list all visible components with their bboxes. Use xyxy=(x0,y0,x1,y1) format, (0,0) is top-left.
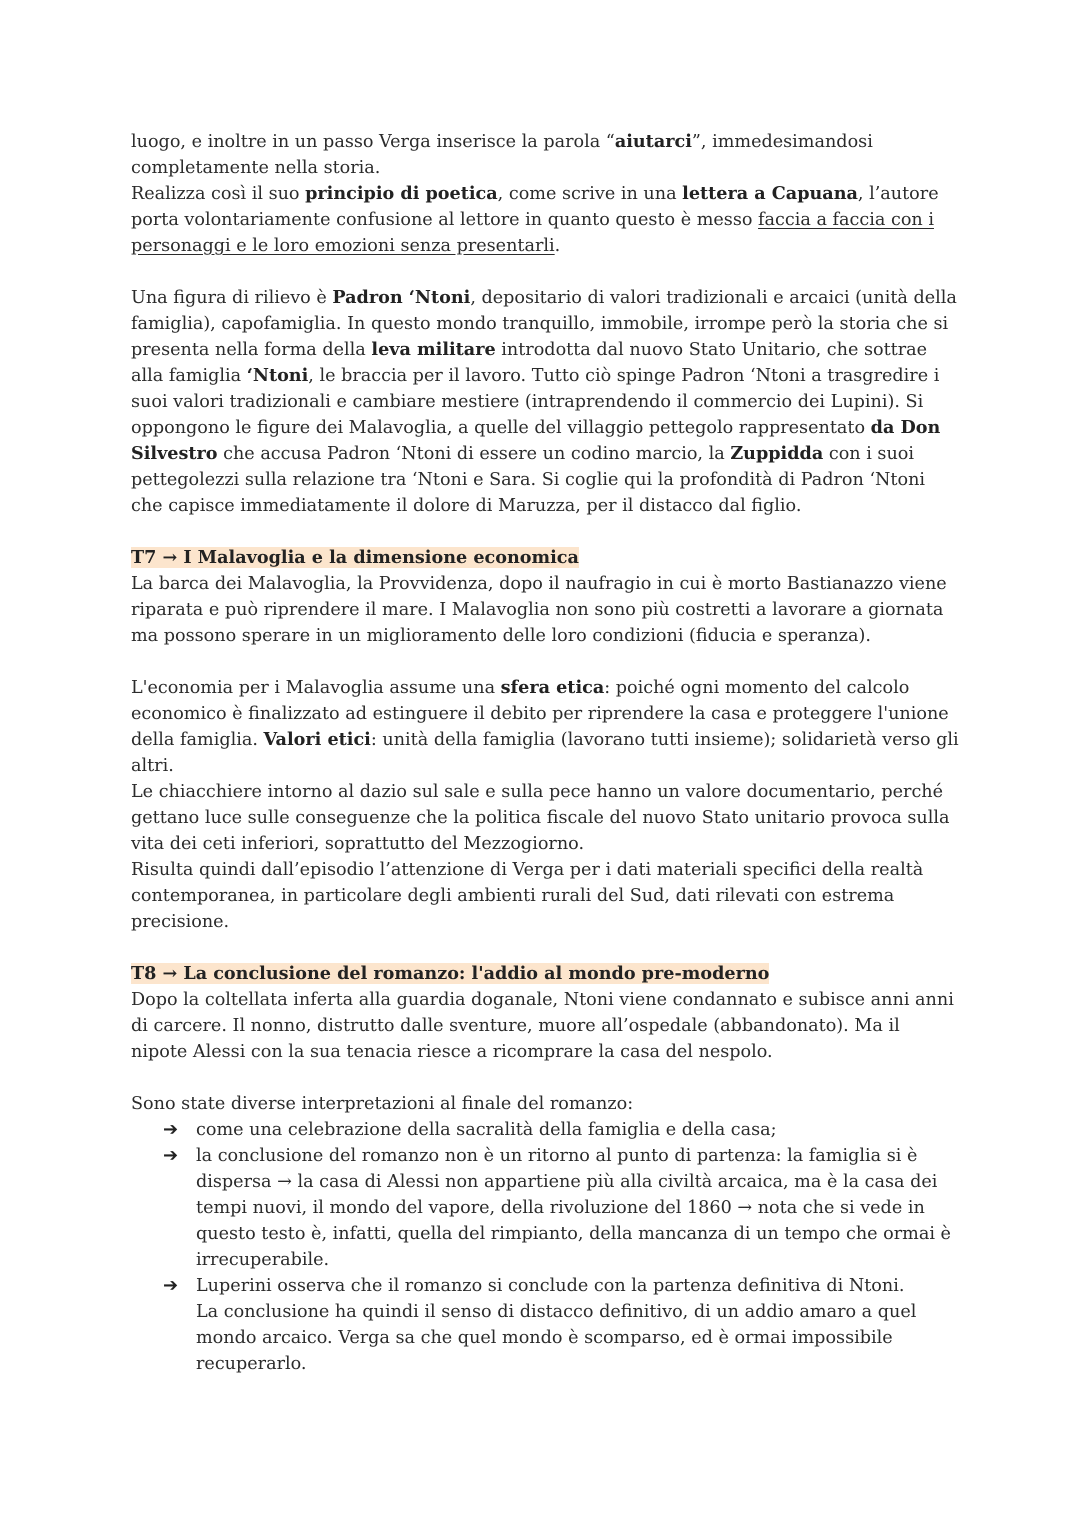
arrow-icon: ➔ xyxy=(163,1275,179,1296)
keyword-padron-ntoni: Padron ‘Ntoni xyxy=(332,287,471,308)
t7-paragraph-4: Risulta quindi dall’episodio l’attenzione di Verga per i dati materiali specifici della realtà contemporanea, in particolare degli ambienti rurali del Sud, dati rilevati con estrema precisione. xyxy=(131,860,924,932)
padron-ntoni-paragraph: Una figura di rilievo è Padron ‘Ntoni, depositario di valori tradizionali e arcaici (unità della famiglia), capofamiglia. In questo mondo tranquillo, immobile, irrompe però la storia che si presenta nella forma della leva militare introdotta dal nuovo Stato Unitario, che sottrae alla famiglia ‘Ntoni, le braccia per il lavoro. Tutto ciò spinge Padron ‘Ntoni a trasgredire i suoi valori tradizionali e cambiare mestiere (intraprendendo il commercio dei Lupini). Si oppongono le figure dei Malavoglia, a quelle del villaggio pettegolo rappresentato da Don Silvestro che accusa Padron ‘Ntoni di essere un codino marcio, la Zuppidda con i suoi pettegolezzi sulla relazione tra ‘Ntoni e Sara. Si coglie qui la profondità di Padron ‘Ntoni che capisce immediatamente il dolore di Maruzza, per il distacco dal figlio. xyxy=(131,287,957,516)
t7-heading: T7 → I Malavoglia e la dimensione economica xyxy=(131,547,579,568)
keyword-sfera-etica: sfera etica xyxy=(500,677,605,698)
t8-paragraph-1: Dopo la coltellata inferta alla guardia doganale, Ntoni viene condannato e subisce anni anni di carcere. Il nonno, distrutto dalle sventure, muore all’ospedale (abbandonato). Ma il nipote Alessi con la sua tenacia riesce a ricomprare la casa del nespolo. xyxy=(131,990,954,1062)
keyword-aiutarci: aiutarci xyxy=(614,131,692,152)
t7-heading-line xyxy=(131,545,961,571)
list-item: ➔ la conclusione del romanzo non è un ritorno al punto di partenza: la famiglia si è dispersa → la casa di Alessi non appartiene più alla civiltà arcaica, ma è la casa dei tempi nuovi, il mondo del vapore, della rivoluzione del 1860 → nota che si vede in questo testo è, infatti, quella del rimpianto, della mancanza di un tempo che ormai è irrecuperabile. xyxy=(163,1145,951,1270)
list-item: ➔ Luperini osserva che il romanzo si conclude con la partenza definitiva di Ntoni. La conclusione ha quindi il senso di distacco definitivo, di un addio amaro a quel mondo arcaico. Verga sa che quel mondo è scomparso, ed è ormai impossibile recuperarlo. xyxy=(163,1275,917,1374)
intro-paragraph-1: luogo, e inoltre in un passo Verga inserisce la parola “aiutarci”, immedesimandosi completamente nella storia. xyxy=(131,131,873,178)
t7-paragraph-1: La barca dei Malavoglia, la Provvidenza, dopo il naufragio in cui è morto Bastianazzo viene riparata e può riprendere il mare. I Malavoglia non sono più costretti a lavorare a giornata ma possono sperare in un miglioramento delle loro condizioni (fiducia e speranza). xyxy=(131,574,947,646)
keyword-ntoni: ‘Ntoni xyxy=(246,365,309,386)
underlined-phrase: faccia a faccia con i personaggi e le loro emozioni senza presentarli xyxy=(131,210,934,256)
t8-heading-line xyxy=(131,961,961,987)
t8-heading: T8 → La conclusione del romanzo: l'addio al mondo pre-moderno xyxy=(131,963,770,984)
keyword-lettera-capuana: lettera a Capuana xyxy=(682,183,858,204)
t7-paragraph-3: Le chiacchiere intorno al dazio sul sale e sulla pece hanno un valore documentario, perché gettano luce sulle conseguenze che la politica fiscale del nuovo Stato unitario provoca sulla vita dei ceti inferiori, soprattutto del Mezzogiorno. xyxy=(131,782,950,854)
keyword-valori-etici: Valori etici xyxy=(263,729,371,750)
list-item-continuation: La conclusione ha quindi il senso di distacco definitivo, di un addio amaro a quel mondo arcaico. Verga sa che quel mondo è scomparso, ed è ormai impossibile recuperarlo. xyxy=(196,1302,917,1374)
keyword-leva-militare: leva militare xyxy=(371,339,496,360)
intro-paragraph-2: Realizza così il suo principio di poetica, come scrive in una lettera a Capuana, l’autore porta volontariamente confusione al lettore in quanto questo è messo faccia a faccia con i personaggi e le loro emozioni senza presentarli. xyxy=(131,183,939,256)
keyword-zuppidda: Zuppidda xyxy=(730,443,824,464)
keyword-principio-poetica: principio di poetica xyxy=(305,183,498,204)
keyword-don-silvestro: da Don Silvestro xyxy=(131,417,941,464)
interpretations-list xyxy=(131,1117,961,1377)
list-item: ➔ come una celebrazione della sacralità della famiglia e della casa; xyxy=(131,1117,961,1143)
arrow-icon: ➔ xyxy=(163,1119,179,1140)
arrow-icon: ➔ xyxy=(163,1145,179,1166)
t7-paragraph-2: L'economia per i Malavoglia assume una sfera etica: poiché ogni momento del calcolo economico è finalizzato ad estinguere il debito per riprendere la casa e proteggere l'unione della famiglia. Valori etici: unità della famiglia (lavorano tutti insieme); solidarietà verso gli altri. xyxy=(131,677,959,776)
t8-paragraph-2: Sono state diverse interpretazioni al finale del romanzo: xyxy=(131,1094,634,1114)
document-page xyxy=(131,129,961,1377)
